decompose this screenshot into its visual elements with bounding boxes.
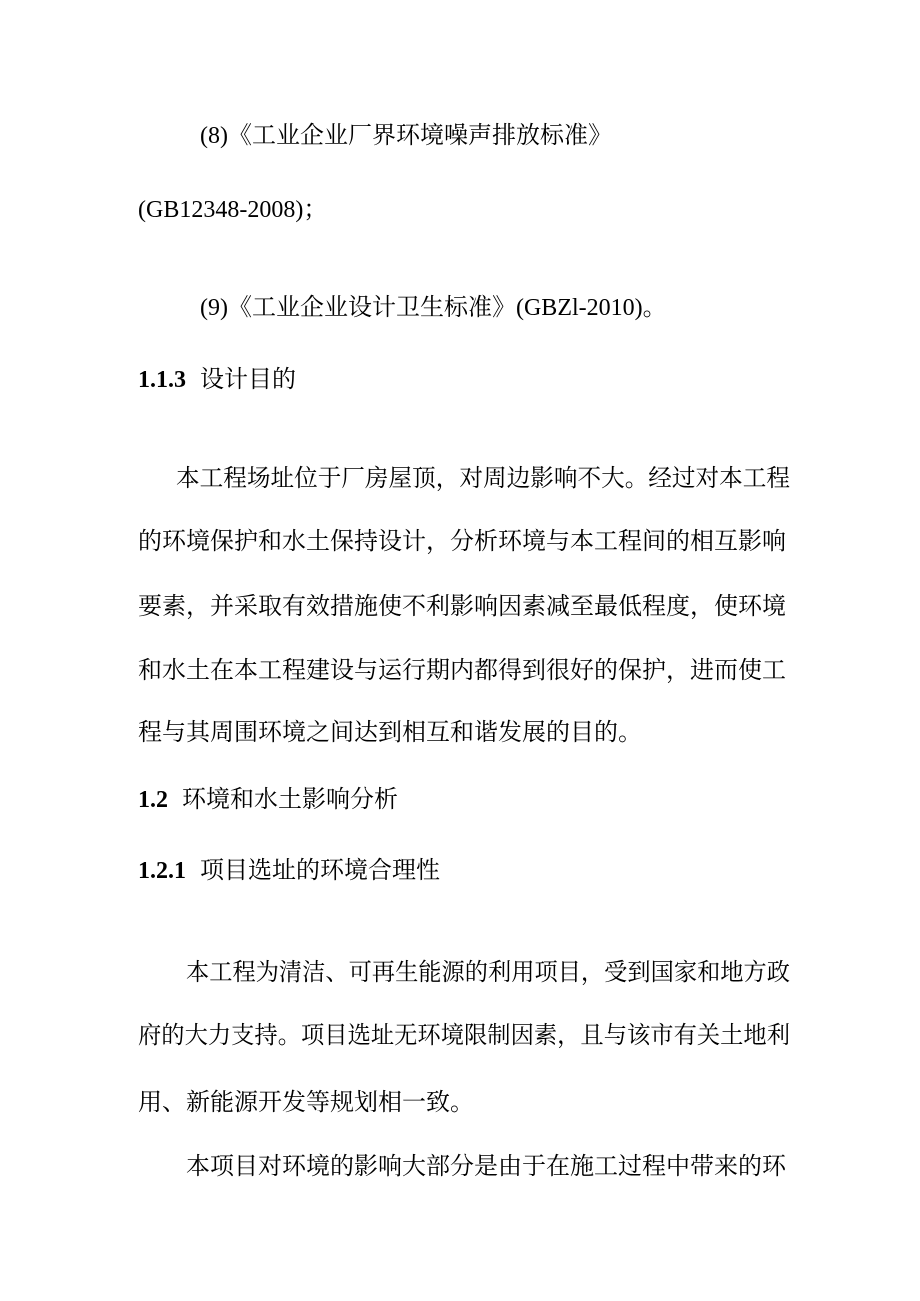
paragraph-line: 程与其周围环境之间达到相互和谐发展的目的。: [138, 720, 642, 746]
section-title: 环境和水土影响分析: [182, 787, 398, 813]
paragraph-line: 府的大力支持。项目选址无环境限制因素，且与该市有关土地利: [138, 1023, 790, 1049]
paragraph-line: 要素，并采取有效措施使不利影响因素减至最低程度，使环境: [138, 594, 786, 620]
standard-item-8-line2: (GB12348-2008)；: [138, 197, 328, 223]
standard-item-8-line1: (8)《工业企业厂界环境噪声排放标准》: [200, 123, 612, 149]
paragraph-line: 的环境保护和水土保持设计，分析环境与本工程间的相互影响: [138, 529, 786, 555]
paragraph-line: 本工程为清洁、可再生能源的利用项目，受到国家和地方政: [186, 960, 790, 986]
paragraph-line: 本工程场址位于厂房屋顶，对周边影响不大。经过对本工程: [176, 466, 790, 492]
section-number: 1.2: [138, 787, 168, 813]
section-number: 1.1.3: [138, 367, 186, 393]
section-heading-1-2: [138, 785, 398, 815]
paragraph-line: 和水土在本工程建设与运行期内都得到很好的保护，进而使工: [138, 658, 786, 684]
standard-item-9: (9)《工业企业设计卫生标准》(GBZl-2010)。: [200, 295, 667, 321]
section-title: 项目选址的环境合理性: [200, 858, 440, 884]
section-heading-1-1-3: [138, 365, 296, 395]
paragraph-line: 本项目对环境的影响大部分是由于在施工过程中带来的环: [186, 1154, 786, 1180]
section-number: 1.2.1: [138, 858, 186, 884]
section-heading-1-2-1: [138, 856, 440, 886]
paragraph-line: 用、新能源开发等规划相一致。: [138, 1090, 474, 1116]
section-title: 设计目的: [200, 367, 296, 393]
